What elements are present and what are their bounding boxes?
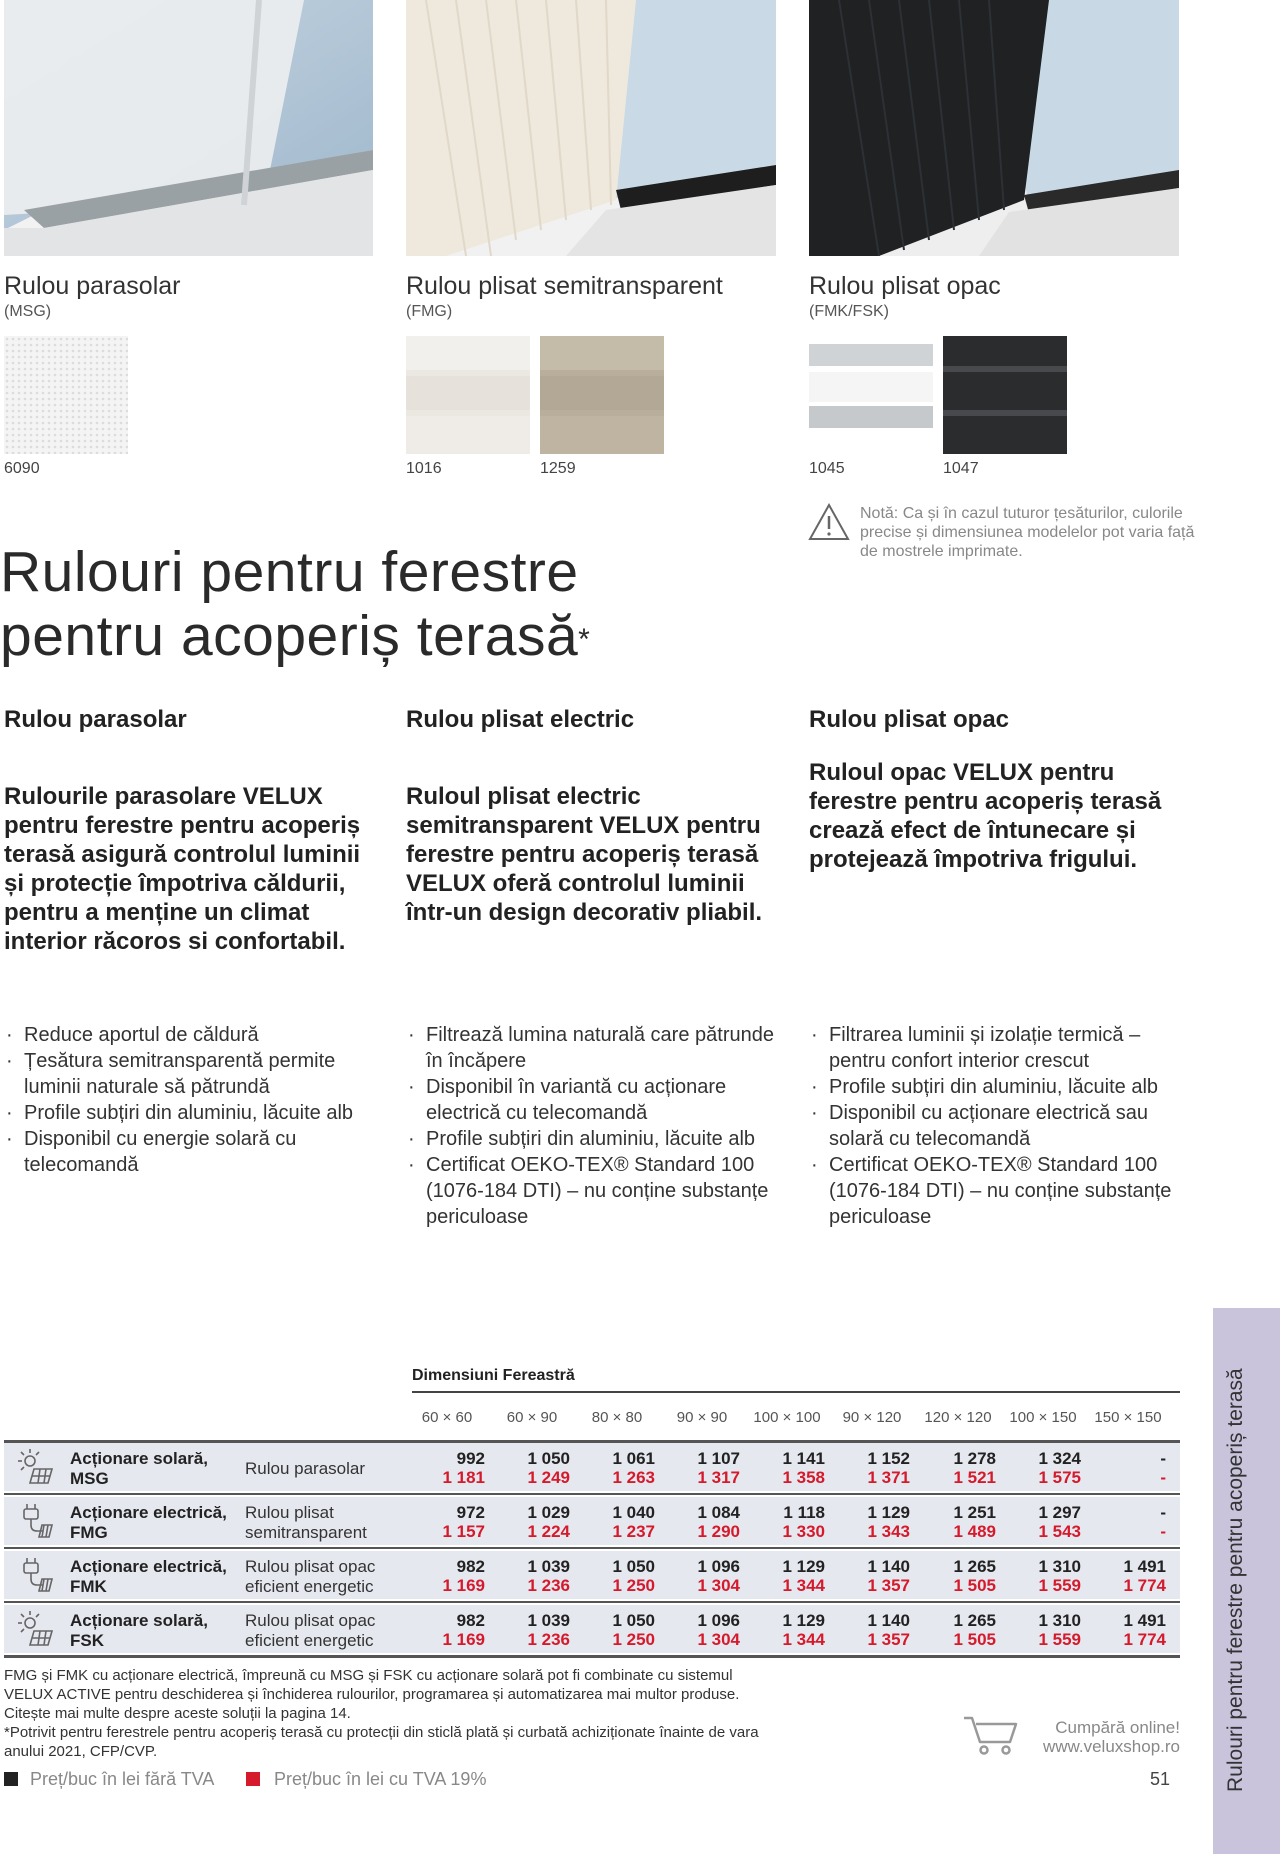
price-net: - xyxy=(1160,1503,1166,1522)
price-net: 1 140 xyxy=(867,1557,910,1576)
row-product-label: Rulou plisat semitransparent xyxy=(245,1503,367,1542)
footnote: FMG și FMK cu acționare electrică, împreună cu MSG și FSK cu acționare solară pot fi combinate cu sistemul VELUX ACTIVE pentru deschiderea și închiderea rulourilor, programarea și automatizarea mai multor produse. Citește mai multe despre aceste soluții la pagina 14. *Potrivit pentru ferestrele pentru acoperiș terasă cu protecții din sticlă plată și curbată achiziționate înainte de vara anului 2021, CFP/CVP. xyxy=(4,1667,759,1760)
price-gross: 1 521 xyxy=(953,1468,996,1487)
price-net: 1 278 xyxy=(953,1449,996,1468)
price-cell xyxy=(670,1557,740,1595)
price-net: 1 107 xyxy=(697,1449,740,1468)
price-cell xyxy=(1096,1611,1166,1649)
row-product-label: Rulou parasolar xyxy=(245,1459,366,1478)
page-title: Rulouri pentru ferestre pentru acoperiș terasă* xyxy=(0,540,591,668)
price-gross: 1 290 xyxy=(697,1522,740,1541)
column-lead-opac: Ruloul opac VELUX pentru ferestre pentru acoperiș terasă crează efect de întunecare și protejează împotriva frigului. xyxy=(809,759,1162,873)
price-net: 1 118 xyxy=(783,1503,825,1522)
price-gross: 1 489 xyxy=(953,1522,996,1541)
price-cell xyxy=(415,1503,485,1541)
price-net: 1 491 xyxy=(1123,1557,1166,1576)
price-cell xyxy=(840,1557,910,1595)
price-net: 992 xyxy=(456,1449,485,1468)
row-product-label: Rulou plisat opac eficient energetic xyxy=(245,1557,376,1596)
product-code-opac: (FMK/FSK) xyxy=(809,303,889,320)
price-net: 1 029 xyxy=(527,1503,570,1522)
feature-item: · Profile subțiri din aluminiu, lăcuite alb xyxy=(809,1074,1189,1100)
price-gross: 1 774 xyxy=(1123,1576,1166,1595)
feature-list-opac xyxy=(809,1022,1189,1230)
price-gross: 1 505 xyxy=(953,1576,996,1595)
price-net: 972 xyxy=(456,1503,485,1522)
electric-plug-icon xyxy=(16,1555,56,1595)
price-gross: - xyxy=(1160,1468,1166,1487)
price-net: 1 152 xyxy=(867,1449,910,1468)
price-gross: 1 263 xyxy=(612,1468,655,1487)
price-gross: 1 249 xyxy=(527,1468,570,1487)
legend-gross-label: Preț/buc în lei cu TVA 19% xyxy=(274,1769,487,1789)
product-title-semitransparent: Rulou plisat semitransparent xyxy=(406,272,723,300)
price-gross: 1 250 xyxy=(612,1630,655,1649)
price-gross: 1 317 xyxy=(697,1468,740,1487)
price-cell xyxy=(840,1449,910,1487)
price-cell xyxy=(670,1449,740,1487)
price-net: 1 096 xyxy=(697,1557,740,1576)
price-cell xyxy=(1011,1503,1081,1541)
price-cell xyxy=(926,1449,996,1487)
column-lead-electric: Ruloul plisat electric semitransparent VELUX pentru ferestre pentru acoperiș terasă VELUX oferă controlul luminii într-un design decorativ pliabil. xyxy=(406,783,763,926)
price-cell xyxy=(500,1611,570,1649)
size-header: 100 × 100 xyxy=(753,1409,821,1426)
price-net: 1 050 xyxy=(612,1557,655,1576)
price-cell xyxy=(755,1503,825,1541)
column-lead-parasolar: Rulourile parasolare VELUX pentru ferestre pentru acoperiș terasă asigură controlul luminii și protecție împotriva căldurii, pentru a menține un climat interior răcoros si confortabil. xyxy=(4,783,361,955)
price-gross: 1 169 xyxy=(442,1576,485,1595)
price-gross: 1 237 xyxy=(612,1522,655,1541)
row-actuation-label: Acționare solară, FSK xyxy=(70,1611,208,1650)
price-net: 1 140 xyxy=(867,1611,910,1630)
price-net: 1 310 xyxy=(1038,1557,1081,1576)
table-caption: Dimensiuni Fereastră xyxy=(412,1367,575,1384)
price-gross: 1 236 xyxy=(527,1576,570,1595)
divider xyxy=(4,1547,1180,1549)
price-cell xyxy=(926,1503,996,1541)
row-actuation-label: Acționare solară, MSG xyxy=(70,1449,208,1488)
price-cell xyxy=(585,1449,655,1487)
price-cell xyxy=(670,1503,740,1541)
column-heading-electric: Rulou plisat electric xyxy=(406,706,635,733)
column-heading-opac: Rulou plisat opac xyxy=(809,706,1010,733)
price-cell xyxy=(415,1449,485,1487)
price-net: - xyxy=(1160,1449,1166,1468)
feature-item: · Disponibil în variantă cu acționare electrică cu telecomandă xyxy=(406,1074,786,1126)
price-gross: 1 304 xyxy=(697,1630,740,1649)
feature-item: · Filtrează lumina naturală care pătrunde în încăpere xyxy=(406,1022,786,1074)
price-gross: 1 543 xyxy=(1038,1522,1081,1541)
size-header: 60 × 90 xyxy=(506,1409,558,1426)
price-cell xyxy=(755,1557,825,1595)
swatch-code: 1047 xyxy=(943,460,979,477)
solar-panel-icon xyxy=(16,1609,56,1649)
price-cell xyxy=(1011,1449,1081,1487)
row-product-label: Rulou plisat opac eficient energetic xyxy=(245,1611,376,1650)
size-header: 100 × 150 xyxy=(1009,1409,1077,1426)
product-code-parasolar: (MSG) xyxy=(4,303,52,320)
price-cell xyxy=(585,1611,655,1649)
product-title-opac: Rulou plisat opac xyxy=(809,272,1001,300)
price-cell xyxy=(670,1611,740,1649)
row-actuation-label: Acționare electrică, FMK xyxy=(70,1557,227,1596)
price-cell xyxy=(1096,1503,1166,1541)
column-heading-parasolar: Rulou parasolar xyxy=(4,706,187,733)
feature-item: · Profile subțiri din aluminiu, lăcuite alb xyxy=(4,1100,384,1126)
price-net: 1 265 xyxy=(953,1611,996,1630)
section-side-tab-label: Rulouri pentru ferestre pentru acoperiș terasă xyxy=(1224,1368,1247,1792)
swatch-code: 6090 xyxy=(4,460,40,477)
price-net: 1 310 xyxy=(1038,1611,1081,1630)
solar-panel-icon xyxy=(16,1447,56,1487)
price-gross: 1 575 xyxy=(1038,1468,1081,1487)
feature-item: · Disponibil cu energie solară cu telecomandă xyxy=(4,1126,384,1178)
price-net: 1 039 xyxy=(527,1557,570,1576)
price-net: 1 491 xyxy=(1123,1611,1166,1630)
price-gross: 1 236 xyxy=(527,1630,570,1649)
price-cell xyxy=(1011,1557,1081,1595)
price-cell xyxy=(840,1503,910,1541)
price-cell xyxy=(926,1611,996,1649)
shop-online-label: Cumpără online! xyxy=(1055,1718,1180,1737)
price-cell xyxy=(500,1449,570,1487)
divider xyxy=(412,1391,1180,1393)
price-gross: 1 559 xyxy=(1038,1576,1081,1595)
price-gross: 1 181 xyxy=(442,1468,485,1487)
page-number: 51 xyxy=(1150,1769,1171,1789)
color-variation-note: Notă: Ca și în cazul tuturor țesăturilor, culorile precise și dimensiunea modelelor pot varia față de mostrele imprimate. xyxy=(860,505,1195,560)
legend-net-label: Preț/buc în lei fără TVA xyxy=(30,1769,215,1789)
price-cell xyxy=(755,1611,825,1649)
fabric-swatch-1045 xyxy=(809,336,933,454)
price-gross: 1 169 xyxy=(442,1630,485,1649)
price-gross: 1 774 xyxy=(1123,1630,1166,1649)
price-gross: 1 250 xyxy=(612,1576,655,1595)
feature-list-electric xyxy=(406,1022,786,1230)
fabric-swatch-1047 xyxy=(943,336,1067,454)
feature-item: · Certificat OEKO-TEX® Standard 100 (1076-184 DTI) – nu conține substanțe periculoase xyxy=(809,1152,1189,1230)
price-gross: 1 357 xyxy=(867,1576,910,1595)
price-net: 1 039 xyxy=(527,1611,570,1630)
product-photo-parasolar xyxy=(4,0,373,256)
price-gross: 1 330 xyxy=(782,1522,825,1541)
price-net: 1 050 xyxy=(612,1611,655,1630)
product-title-parasolar: Rulou parasolar xyxy=(4,272,181,300)
price-cell xyxy=(500,1503,570,1541)
shop-url-link[interactable]: www.veluxshop.ro xyxy=(1042,1737,1180,1756)
legend-swatch-gross xyxy=(246,1772,260,1786)
price-cell xyxy=(415,1557,485,1595)
product-photo-pleated-blackout xyxy=(809,0,1179,256)
price-net: 1 324 xyxy=(1038,1449,1081,1468)
price-cell xyxy=(585,1503,655,1541)
price-cell xyxy=(585,1557,655,1595)
fabric-swatch-1259 xyxy=(540,336,664,454)
feature-item: · Reduce aportul de căldură xyxy=(4,1022,384,1048)
price-gross: 1 371 xyxy=(867,1468,910,1487)
size-header: 150 × 150 xyxy=(1094,1409,1162,1426)
price-gross: 1 505 xyxy=(953,1630,996,1649)
price-gross: 1 343 xyxy=(867,1522,910,1541)
product-code-semitransparent: (FMG) xyxy=(406,303,453,320)
divider xyxy=(4,1493,1180,1495)
size-header: 120 × 120 xyxy=(924,1409,992,1426)
feature-list-parasolar xyxy=(4,1022,384,1178)
electric-plug-icon xyxy=(16,1501,56,1541)
price-net: 1 141 xyxy=(782,1449,825,1468)
price-net: 982 xyxy=(456,1557,485,1576)
price-gross: 1 344 xyxy=(782,1630,825,1649)
legend-swatch-net xyxy=(4,1772,18,1786)
price-gross: 1 357 xyxy=(867,1630,910,1649)
feature-item: · Certificat OEKO-TEX® Standard 100 (1076-184 DTI) – nu conține substanțe periculoase xyxy=(406,1152,786,1230)
price-cell xyxy=(1011,1611,1081,1649)
price-cell xyxy=(840,1611,910,1649)
price-gross: 1 224 xyxy=(527,1522,570,1541)
price-cell xyxy=(1096,1449,1166,1487)
price-cell xyxy=(415,1611,485,1649)
price-net: 1 265 xyxy=(953,1557,996,1576)
size-header: 60 × 60 xyxy=(421,1409,473,1426)
price-gross: 1 304 xyxy=(697,1576,740,1595)
fabric-swatch-1016 xyxy=(406,336,530,454)
size-header: 80 × 80 xyxy=(591,1409,643,1426)
row-actuation-label: Acționare electrică, FMG xyxy=(70,1503,227,1542)
size-header: 90 × 90 xyxy=(676,1409,728,1426)
feature-item: · Disponibil cu acționare electrică sau solară cu telecomandă xyxy=(809,1100,1189,1152)
price-net: 1 040 xyxy=(612,1503,655,1522)
price-net: 1 129 xyxy=(867,1503,910,1522)
divider xyxy=(4,1601,1180,1603)
price-net: 1 050 xyxy=(527,1449,570,1468)
price-gross: 1 559 xyxy=(1038,1630,1081,1649)
price-cell xyxy=(755,1449,825,1487)
swatch-code: 1259 xyxy=(540,460,576,477)
swatch-code: 1045 xyxy=(809,460,845,477)
price-gross: 1 157 xyxy=(442,1522,485,1541)
price-cell xyxy=(1096,1557,1166,1595)
price-gross: 1 344 xyxy=(782,1576,825,1595)
price-net: 1 096 xyxy=(697,1611,740,1630)
price-cell xyxy=(926,1557,996,1595)
warning-icon xyxy=(808,503,850,541)
price-gross: 1 358 xyxy=(782,1468,825,1487)
price-net: 1 129 xyxy=(782,1557,825,1576)
size-header: 90 × 120 xyxy=(842,1409,902,1426)
price-net: 1 084 xyxy=(697,1503,740,1522)
price-cell xyxy=(500,1557,570,1595)
feature-item: · Profile subțiri din aluminiu, lăcuite alb xyxy=(406,1126,786,1152)
divider xyxy=(4,1655,1180,1658)
fabric-swatch-6090 xyxy=(4,336,128,454)
price-net: 1 297 xyxy=(1038,1503,1081,1522)
price-net: 1 061 xyxy=(612,1449,655,1468)
price-net: 1 251 xyxy=(953,1503,996,1522)
price-net: 982 xyxy=(456,1611,485,1630)
feature-item: · Țesătura semitransparentă permite luminii naturale să pătrundă xyxy=(4,1048,384,1100)
swatch-code: 1016 xyxy=(406,460,442,477)
feature-item: · Filtrarea luminii și izolație termică – pentru confort interior crescut xyxy=(809,1022,1189,1074)
price-gross: - xyxy=(1160,1522,1166,1541)
product-photo-pleated-semitransparent xyxy=(406,0,776,256)
price-net: 1 129 xyxy=(782,1611,825,1630)
